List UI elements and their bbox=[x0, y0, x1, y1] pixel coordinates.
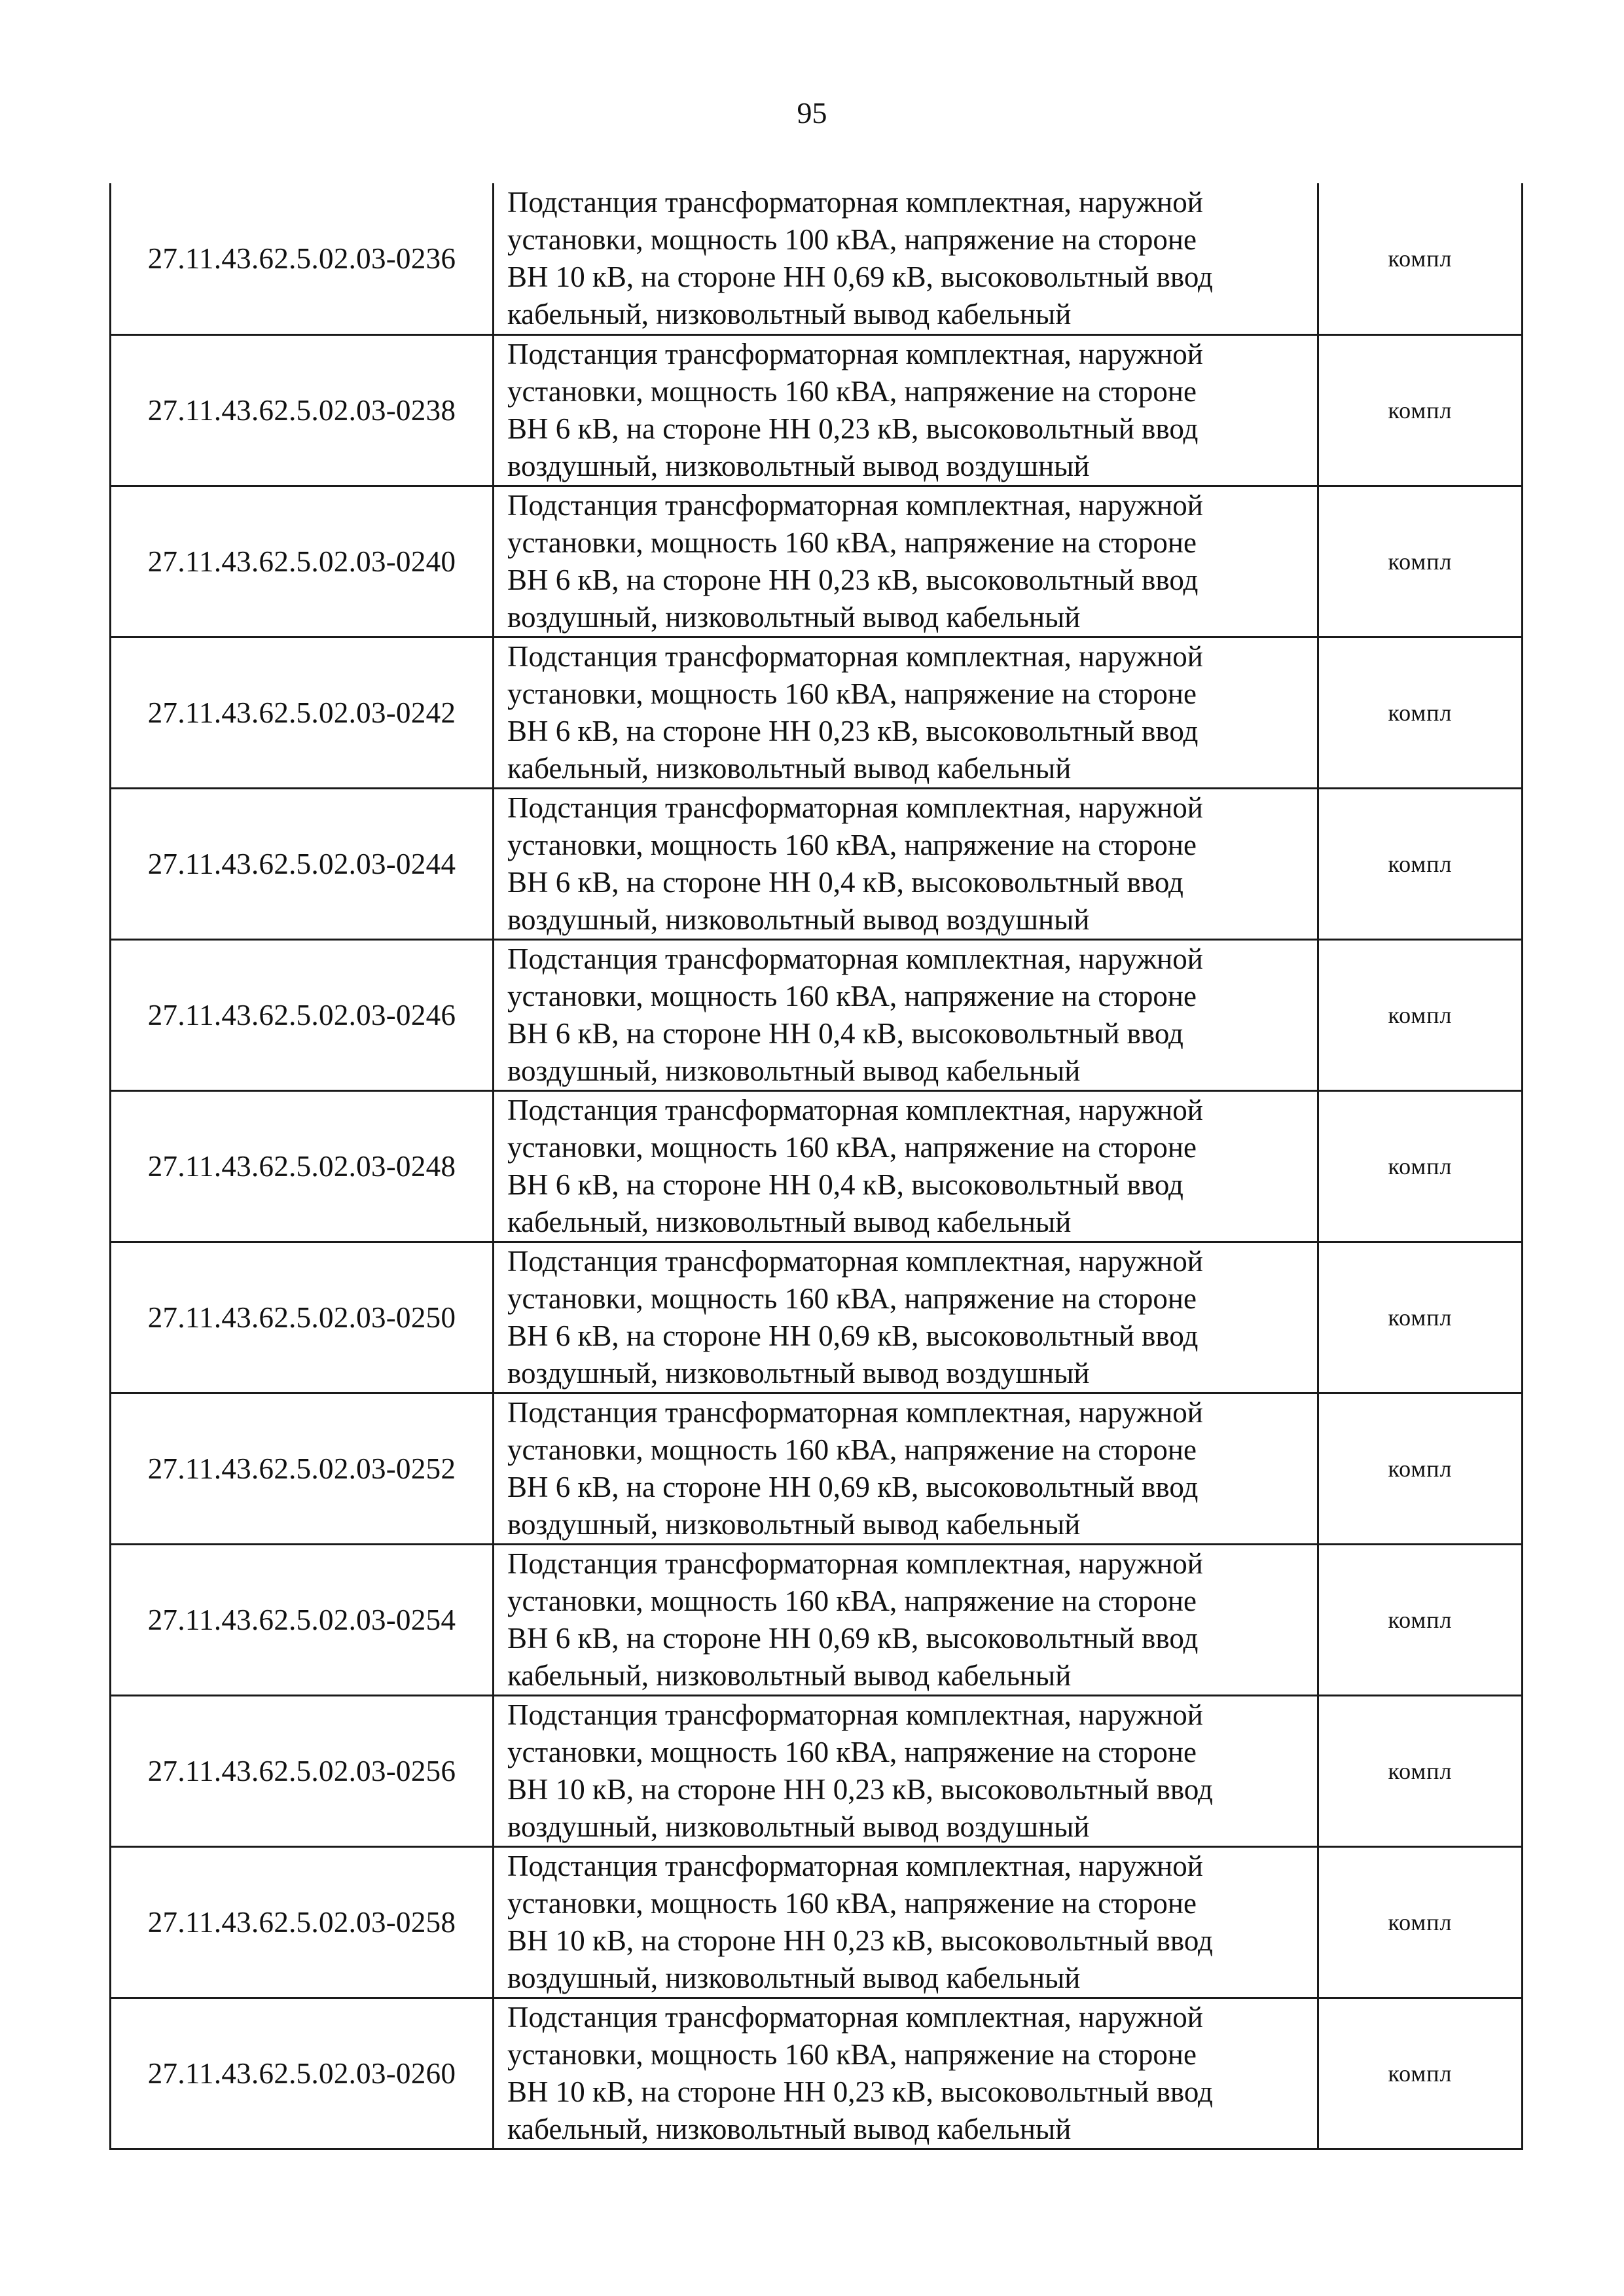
resource-code-cell: 27.11.43.62.5.02.03-0244 bbox=[111, 788, 494, 939]
resource-code-cell: 27.11.43.62.5.02.03-0254 bbox=[111, 1544, 494, 1695]
resource-description-cell bbox=[494, 1393, 1318, 1544]
table-row bbox=[111, 183, 1523, 334]
resource-description-cell bbox=[494, 183, 1318, 334]
resource-description-cell bbox=[494, 1090, 1318, 1242]
resource-table bbox=[109, 183, 1523, 2150]
description-line: кабельный, низковольтный вывод кабельный bbox=[507, 2112, 1072, 2145]
description-line: ВН 6 кВ, на стороне НН 0,69 кВ, высоковольтный ввод bbox=[507, 1621, 1199, 1655]
description-line: кабельный, низковольтный вывод кабельный bbox=[507, 1659, 1072, 1692]
description-line: кабельный, низковольтный вывод кабельный bbox=[507, 751, 1072, 785]
resource-description-cell bbox=[494, 939, 1318, 1090]
description-line: Подстанция трансформаторная комплектная, наружной bbox=[507, 2000, 1203, 2034]
resource-description-cell bbox=[494, 1998, 1318, 2149]
resource-description-cell bbox=[494, 637, 1318, 788]
page-number: 95 bbox=[797, 96, 827, 130]
description-line: Подстанция трансформаторная комплектная, наружной bbox=[507, 791, 1203, 824]
description-line: установки, мощность 160 кВА, напряжение на стороне bbox=[507, 677, 1197, 710]
description-line: воздушный, низковольтный вывод кабельный bbox=[507, 600, 1081, 634]
table-row bbox=[111, 1695, 1523, 1846]
resource-code-cell: 27.11.43.62.5.02.03-0248 bbox=[111, 1090, 494, 1242]
description-line: Подстанция трансформаторная комплектная, наружной bbox=[507, 1698, 1203, 1731]
description-line: установки, мощность 160 кВА, напряжение на стороне bbox=[507, 1584, 1197, 1617]
table-row bbox=[111, 788, 1523, 939]
description-line: воздушный, низковольтный вывод воздушный bbox=[507, 1356, 1090, 1390]
table-row bbox=[111, 1242, 1523, 1393]
unit-cell: компл bbox=[1318, 637, 1523, 788]
table-row bbox=[111, 1090, 1523, 1242]
description-line: Подстанция трансформаторная комплектная, наружной bbox=[507, 185, 1203, 219]
description-line: ВН 6 кВ, на стороне НН 0,4 кВ, высоковольтный ввод bbox=[507, 1168, 1183, 1201]
resource-code-cell: 27.11.43.62.5.02.03-0238 bbox=[111, 334, 494, 486]
description-line: установки, мощность 160 кВА, напряжение на стороне bbox=[507, 1886, 1197, 1920]
description-line: ВН 6 кВ, на стороне НН 0,4 кВ, высоковольтный ввод bbox=[507, 865, 1183, 899]
resource-code-cell: 27.11.43.62.5.02.03-0242 bbox=[111, 637, 494, 788]
description-line: ВН 6 кВ, на стороне НН 0,23 кВ, высоковольтный ввод bbox=[507, 563, 1199, 596]
resource-code-cell: 27.11.43.62.5.02.03-0256 bbox=[111, 1695, 494, 1846]
resource-code-cell: 27.11.43.62.5.02.03-0252 bbox=[111, 1393, 494, 1544]
unit-cell: компл bbox=[1318, 1393, 1523, 1544]
table-row bbox=[111, 1846, 1523, 1998]
table-row bbox=[111, 1393, 1523, 1544]
resource-description-cell bbox=[494, 486, 1318, 637]
description-line: ВН 10 кВ, на стороне НН 0,69 кВ, высоковольтный ввод bbox=[507, 260, 1213, 293]
description-line: Подстанция трансформаторная комплектная, наружной bbox=[507, 337, 1203, 370]
unit-cell: компл bbox=[1318, 1544, 1523, 1695]
description-line: Подстанция трансформаторная комплектная, наружной bbox=[507, 1849, 1203, 1882]
unit-cell: компл bbox=[1318, 1998, 1523, 2149]
description-line: Подстанция трансформаторная комплектная, наружной bbox=[507, 1395, 1203, 1429]
description-line: установки, мощность 160 кВА, напряжение на стороне bbox=[507, 2037, 1197, 2071]
table-row bbox=[111, 939, 1523, 1090]
unit-cell: компл bbox=[1318, 183, 1523, 334]
description-line: воздушный, низковольтный вывод кабельный bbox=[507, 1054, 1081, 1087]
unit-cell: компл bbox=[1318, 1695, 1523, 1846]
resource-code-cell: 27.11.43.62.5.02.03-0236 bbox=[111, 183, 494, 334]
resource-description-cell bbox=[494, 1544, 1318, 1695]
table-row bbox=[111, 486, 1523, 637]
description-line: Подстанция трансформаторная комплектная, наружной bbox=[507, 639, 1203, 673]
description-line: воздушный, низковольтный вывод воздушный bbox=[507, 903, 1090, 936]
description-line: Подстанция трансформаторная комплектная, наружной bbox=[507, 942, 1203, 975]
description-line: воздушный, низковольтный вывод кабельный bbox=[507, 1507, 1081, 1541]
unit-cell: компл bbox=[1318, 939, 1523, 1090]
description-line: Подстанция трансформаторная комплектная, наружной bbox=[507, 1093, 1203, 1126]
description-line: ВН 10 кВ, на стороне НН 0,23 кВ, высоковольтный ввод bbox=[507, 2075, 1213, 2108]
table-row bbox=[111, 1544, 1523, 1695]
resource-description-cell bbox=[494, 1846, 1318, 1998]
unit-cell: компл bbox=[1318, 486, 1523, 637]
resource-description-cell bbox=[494, 1695, 1318, 1846]
description-line: установки, мощность 160 кВА, напряжение на стороне bbox=[507, 979, 1197, 1013]
unit-cell: компл bbox=[1318, 788, 1523, 939]
description-line: Подстанция трансформаторная комплектная, наружной bbox=[507, 1244, 1203, 1278]
description-line: Подстанция трансформаторная комплектная, наружной bbox=[507, 488, 1203, 522]
resource-description-cell bbox=[494, 788, 1318, 939]
unit-cell: компл bbox=[1318, 1242, 1523, 1393]
resource-description-cell bbox=[494, 334, 1318, 486]
description-line: воздушный, низковольтный вывод воздушный bbox=[507, 449, 1090, 482]
description-line: ВН 6 кВ, на стороне НН 0,69 кВ, высоковольтный ввод bbox=[507, 1470, 1199, 1503]
resource-code-cell: 27.11.43.62.5.02.03-0260 bbox=[111, 1998, 494, 2149]
description-line: ВН 6 кВ, на стороне НН 0,69 кВ, высоковольтный ввод bbox=[507, 1319, 1199, 1352]
description-line: ВН 6 кВ, на стороне НН 0,4 кВ, высоковольтный ввод bbox=[507, 1016, 1183, 1050]
unit-cell: компл bbox=[1318, 1090, 1523, 1242]
description-line: установки, мощность 160 кВА, напряжение на стороне bbox=[507, 1735, 1197, 1768]
description-line: установки, мощность 160 кВА, напряжение на стороне bbox=[507, 1130, 1197, 1164]
description-line: воздушный, низковольтный вывод воздушный bbox=[507, 1810, 1090, 1843]
description-line: кабельный, низковольтный вывод кабельный bbox=[507, 297, 1072, 331]
description-line: воздушный, низковольтный вывод кабельный bbox=[507, 1961, 1081, 1994]
description-line: ВН 10 кВ, на стороне НН 0,23 кВ, высоковольтный ввод bbox=[507, 1924, 1213, 1957]
resource-code-cell: 27.11.43.62.5.02.03-0250 bbox=[111, 1242, 494, 1393]
resource-description-cell bbox=[494, 1242, 1318, 1393]
table-row bbox=[111, 1998, 1523, 2149]
description-line: ВН 6 кВ, на стороне НН 0,23 кВ, высоковольтный ввод bbox=[507, 412, 1199, 445]
resource-code-cell: 27.11.43.62.5.02.03-0246 bbox=[111, 939, 494, 1090]
description-line: установки, мощность 100 кВА, напряжение на стороне bbox=[507, 223, 1197, 256]
resource-code-cell: 27.11.43.62.5.02.03-0258 bbox=[111, 1846, 494, 1998]
unit-cell: компл bbox=[1318, 334, 1523, 486]
description-line: ВН 10 кВ, на стороне НН 0,23 кВ, высоковольтный ввод bbox=[507, 1772, 1213, 1806]
description-line: установки, мощность 160 кВА, напряжение на стороне bbox=[507, 1282, 1197, 1315]
description-line: установки, мощность 160 кВА, напряжение на стороне bbox=[507, 526, 1197, 559]
description-line: установки, мощность 160 кВА, напряжение на стороне bbox=[507, 1433, 1197, 1466]
description-line: установки, мощность 160 кВА, напряжение на стороне bbox=[507, 374, 1197, 408]
table-row bbox=[111, 637, 1523, 788]
description-line: Подстанция трансформаторная комплектная, наружной bbox=[507, 1547, 1203, 1580]
table-body bbox=[111, 183, 1523, 2149]
unit-cell: компл bbox=[1318, 1846, 1523, 1998]
description-line: ВН 6 кВ, на стороне НН 0,23 кВ, высоковольтный ввод bbox=[507, 714, 1199, 747]
description-line: кабельный, низковольтный вывод кабельный bbox=[507, 1205, 1072, 1238]
table-row bbox=[111, 334, 1523, 486]
description-line: установки, мощность 160 кВА, напряжение на стороне bbox=[507, 828, 1197, 861]
resource-code-cell: 27.11.43.62.5.02.03-0240 bbox=[111, 486, 494, 637]
